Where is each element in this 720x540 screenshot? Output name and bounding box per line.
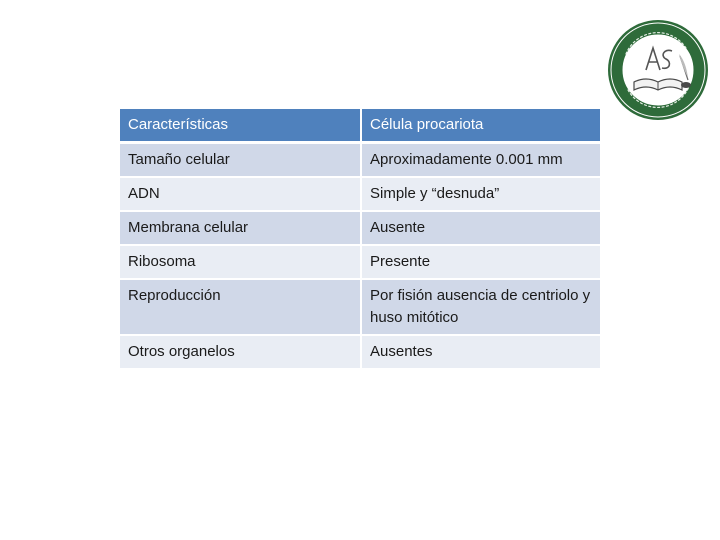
- seal-logo: [606, 18, 710, 122]
- row-label: Otros organelos: [120, 336, 360, 370]
- row-value: Simple y “desnuda”: [360, 178, 600, 212]
- row-value: Ausentes: [360, 336, 600, 370]
- row-value: Por fisión ausencia de centriolo y huso mitótico: [360, 280, 600, 336]
- table-row: [120, 178, 600, 212]
- comparison-table: [120, 109, 600, 370]
- header-prokaryotic-cell: Célula procariota: [360, 109, 600, 144]
- table-row: [120, 280, 600, 336]
- row-label: Reproducción: [120, 280, 360, 336]
- row-label: Tamaño celular: [120, 144, 360, 178]
- table-row: [120, 336, 600, 370]
- row-value: Ausente: [360, 212, 600, 246]
- row-value: Aproximadamente 0.001 mm: [360, 144, 600, 178]
- row-value: Presente: [360, 246, 600, 280]
- row-label: Ribosoma: [120, 246, 360, 280]
- table-row: [120, 144, 600, 178]
- table-row: [120, 212, 600, 246]
- table-row: [120, 246, 600, 280]
- table-header-row: [120, 109, 600, 144]
- header-characteristics: Características: [120, 109, 360, 144]
- seal-logo-icon: [606, 18, 710, 122]
- row-label: Membrana celular: [120, 212, 360, 246]
- row-label: ADN: [120, 178, 360, 212]
